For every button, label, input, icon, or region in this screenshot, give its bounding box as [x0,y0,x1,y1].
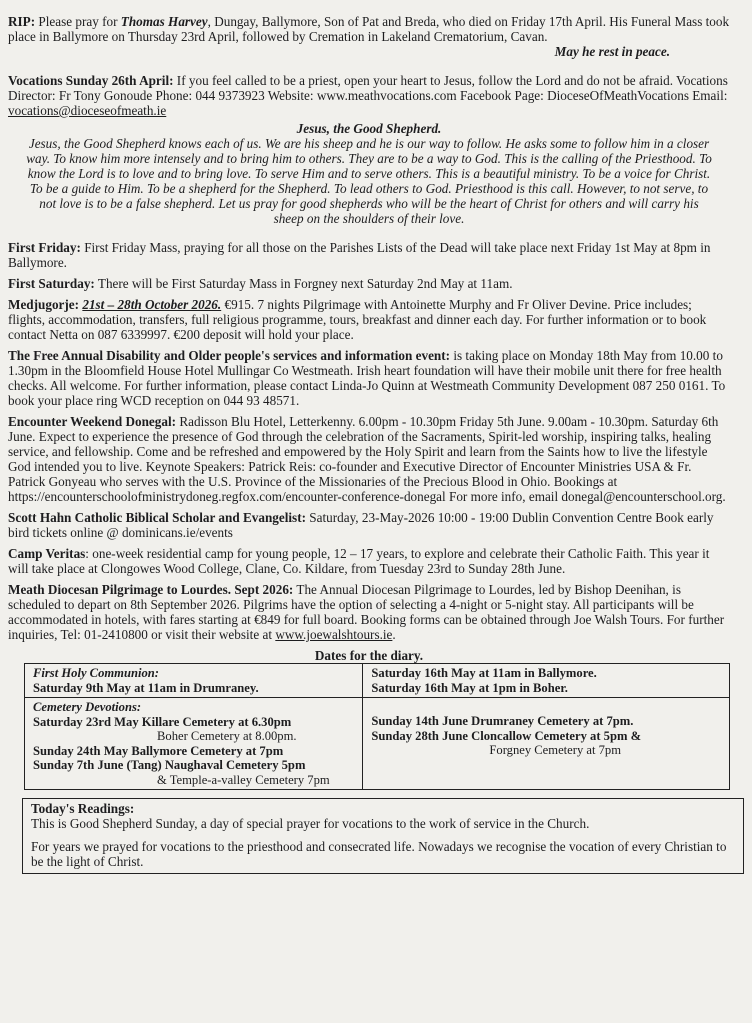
rip-pre: Please pray for [35,14,121,29]
scott-hahn-label: Scott Hahn Catholic Biblical Scholar and Evangelist: [8,510,306,525]
readings-line-2: For years we prayed for vocations to the priesthood and consecrated life. Nowadays we recognise the vocation of every Christian to be the light of Christ. [31,839,727,869]
good-shepherd-reflection: Jesus, the Good Shepherd knows each of us. We are his sheep and he is our way to follow. He asks some to follow him in a closer way. To know him more intensely and to bring him to others. They are to be a way to God. This is the calling of the Priesthood. To know the Lord is to love and to bring love. To serve Him and to serve others. This is a beautiful ministry. To be a voice for Christ. To be a guide to Him. To be a shepherd for the Shepherd. To lead others to God. Priesthood is this call. However, to not serve, to not love is to be a false shepherd. Let us pray for good shepherds who will be the heart of Christ for others and will carry his sheep on the shoulders of their love. [26,136,712,226]
rip-closing: May he rest in peace. [554,44,670,59]
disability-label: The Free Annual Disability and Older people's services and information event: [8,348,451,363]
rip-label: RIP: [8,14,36,29]
todays-readings-box [22,798,744,874]
first-saturday-text: There will be First Saturday Mass in Forgney next Saturday 2nd May at 11am. [94,276,513,291]
scott-hahn-text: Saturday, 23-May-2026 10:00 - 19:00 Dublin Convention Centre Book early bird tickets online @ dominicans.ie/events [8,510,714,540]
cemetery-row: Sunday 7th June (Tang) Naughaval Cemetery 5pm [33,758,306,772]
vocations-notice [8,73,730,226]
table-row [25,664,730,698]
communion-line: Saturday 9th May at 11am in Drumraney. [33,680,259,695]
first-saturday-notice [8,276,730,291]
lourdes-notice [8,582,730,642]
lourdes-label: Meath Diocesan Pilgrimage to Lourdes. Sept 2026: [8,582,294,597]
communion-right-2: Saturday 16th May at 1pm in Boher. [371,680,568,695]
rip-text: , Dungay, Ballymore, Son of Pat and Breda, who died on Friday 17th April. His Funeral Mass took place in Ballymore on Thursday 23rd April, followed by Cremation in Lakeland Crematorium, Cavan. [8,14,730,44]
diary-title: Dates for the diary. [314,648,424,663]
communion-right-1: Saturday 16th May at 11am in Ballymore. [371,666,597,680]
communion-label: First Holy Communion: [33,666,159,680]
scott-hahn-notice [8,510,730,540]
encounter-notice [8,414,730,504]
joewalsh-website-link[interactable]: www.joewalshtours.ie [275,627,393,642]
first-friday-text: First Friday Mass, praying for all those on the Parishes Lists of the Dead will take place next Friday 1st May at 8pm in Ballymore. [8,240,711,270]
readings-title: Today's Readings: [31,801,135,816]
camp-veritas-label: Camp Veritas [8,546,86,561]
medjugorje-dates: 21st – 28th October 2026. [82,297,222,312]
table-row [25,698,730,790]
cemetery-label: Cemetery Devotions: [33,700,142,714]
vocations-email-link[interactable]: vocations@dioceseofmeath.ie [8,103,167,118]
rip-name: Thomas Harvey [120,14,208,29]
cemetery-row: Boher Cemetery at 8.00pm. [157,729,297,743]
communion-right-cell [363,664,730,698]
first-friday-notice [8,240,730,270]
rip-notice [8,14,730,59]
encounter-text: Radisson Blu Hotel, Letterkenny. 6.00pm - 10.30pm Friday 5th June. 9.00am - 10.30pm. Saturday 6th June. Expect to experience the presence of God through the celebration of the Sacraments, Spirit-led worship, inspiring talks, healing service, and fellowship. Come and be refreshed and empowered by the Holy Spirit and learn from the Saints how to live the lifestyle God intended you to live. Keynote Speakers: Patrick Reis: co-founder and Executive Director of Encounter Ministries USA & Fr. Patrick Gonyeau who serves with the U.S. Province of the Missionaries of the Precious Blood in Ohio. Bookings at https://encounterschoolofministrydoneg.regfox.com/encounter-conference-donegal For more info, email donegal@encounterschool.org. [8,414,726,504]
encounter-label: Encounter Weekend Donegal: [8,414,177,429]
lourdes-text: The Annual Diocesan Pilgrimage to Lourdes, led by Bishop Deenihan, is scheduled to depart on 8th September 2026. Pilgrims have the option of selecting a 4-night or 5-night stay. All participants will be accommodated in hotels, with fares starting at €849 for full board. Booking forms can be obtained through Joe Walsh Tours. For further inquiries, Tel: 01-2410800 or visit their website at [8,582,725,642]
cemetery-row: Saturday 23rd May Killare Cemetery at 6.30pm [33,714,292,729]
disability-text: is taking place on Monday 18th May from 10.00 to 1.30pm in the Bloomfield House Hotel Mullingar Co Westmeath. Irish heart foundation will have their mobile unit there for free health checks. All welcome. For further information, please contact Linda-Jo Quinn at Westmeath Community Development 087 250 0161. To book your place ring WCD reception on 044 93 48571. [8,348,726,408]
first-saturday-label: First Saturday: [8,276,95,291]
cemetery-row: & Temple-a-valley Cemetery 7pm [157,772,330,787]
camp-veritas-text: : one-week residential camp for young people, 12 – 17 years, to explore and celebrate their Catholic Faith. This year it will take place at Clongowes Wood College, Clane, Co. Kildare, from Tuesday 23rd to Sunday 28th June. [8,546,710,576]
vocations-text: If you feel called to be a priest, open your heart to Jesus, follow the Lord and do not be afraid. Vocations Director: Fr Tony Gonoude Phone: 044 9373923 Website: www.meathvocations.com Facebook Page: DioceseOfMeathVocations Email: [8,73,728,103]
cemetery-row: Sunday 24th May Ballymore Cemetery at 7pm [33,743,284,758]
camp-veritas-notice [8,546,730,576]
medjugorje-notice [8,297,730,342]
readings-line-1: This is Good Shepherd Sunday, a day of special prayer for vocations to the work of service in the Church. [31,816,590,831]
good-shepherd-heading: Jesus, the Good Shepherd. [296,121,442,136]
disability-notice [8,348,730,408]
cemetery-left-cell [25,698,363,790]
communion-left-cell [25,664,363,698]
medjugorje-text: €915. 7 nights Pilgrimage with Antoinette Murphy and Fr Oliver Devine. Price includes; flights, accommodation, transfers, full religious programme, tours, breakfast and dinner each day. For further information or to book contact Netta on 087 6339997. €200 deposit will hold your place. [8,297,707,342]
cemetery-row: Sunday 14th June Drumraney Cemetery at 7pm. [371,714,634,728]
medjugorje-label: Medjugorje: [8,297,80,312]
vocations-label: Vocations Sunday 26th April: [8,73,174,88]
diary-table [24,663,730,790]
first-friday-label: First Friday: [8,240,81,255]
cemetery-row: Sunday 28th June Cloncallow Cemetery at 5pm & [371,728,642,743]
cemetery-row: Forgney Cemetery at 7pm [489,743,622,757]
lourdes-end: . [392,627,396,642]
cemetery-right-cell [363,698,730,790]
